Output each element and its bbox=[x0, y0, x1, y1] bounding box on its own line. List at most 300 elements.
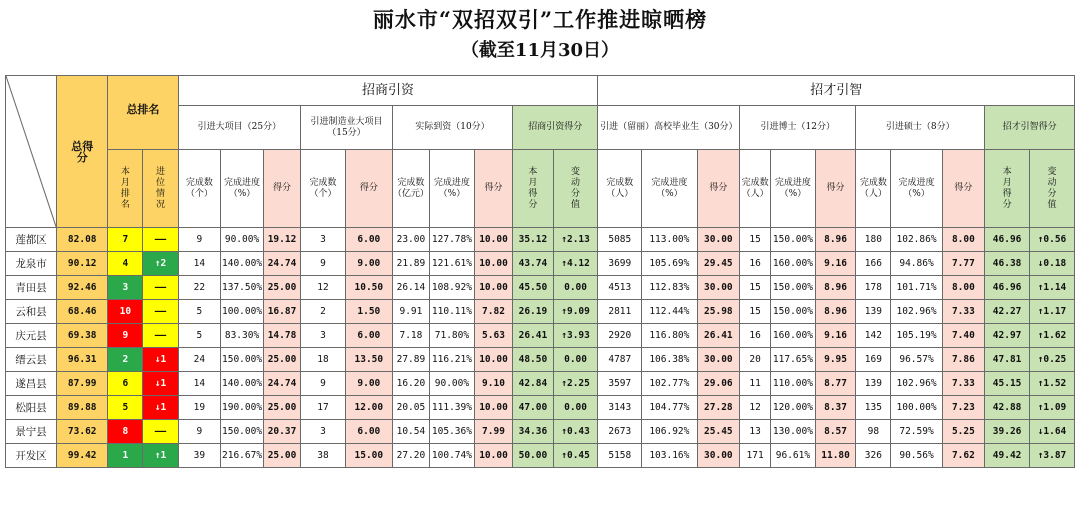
masters-score: 8.00 bbox=[942, 228, 985, 252]
actual-funds-done: 10.54 bbox=[392, 420, 429, 444]
talent-month-score: 46.96 bbox=[985, 276, 1030, 300]
actual-funds-done: 16.20 bbox=[392, 372, 429, 396]
header-total-rank: 总排名 bbox=[108, 76, 178, 150]
masters-pct: 96.57% bbox=[891, 348, 942, 372]
table-row bbox=[6, 228, 1075, 252]
month-rank: 10 bbox=[108, 300, 143, 324]
graduates-score: 30.00 bbox=[697, 348, 740, 372]
group-invest: 招商引资 bbox=[178, 76, 598, 106]
rank-progress: ↑2 bbox=[143, 252, 178, 276]
big-projects-done: 39 bbox=[178, 444, 221, 468]
header-done-person: 完成数（人） bbox=[598, 150, 642, 228]
manufacturing-done: 38 bbox=[301, 444, 346, 468]
masters-pct: 105.19% bbox=[891, 324, 942, 348]
masters-pct: 100.00% bbox=[891, 396, 942, 420]
big-projects-done: 14 bbox=[178, 372, 221, 396]
graduates-score: 30.00 bbox=[697, 444, 740, 468]
actual-funds-done: 9.91 bbox=[392, 300, 429, 324]
header-progress-pct: 完成进度（%） bbox=[771, 150, 816, 228]
total-score: 87.99 bbox=[57, 372, 108, 396]
header-rank-progress: 进位情况 bbox=[143, 150, 178, 228]
header-score: 得分 bbox=[345, 150, 392, 228]
graduates-pct: 113.00% bbox=[642, 228, 697, 252]
actual-funds-done: 20.05 bbox=[392, 396, 429, 420]
header-big-projects: 引进大项目（25分） bbox=[178, 106, 301, 150]
graduates-pct: 112.44% bbox=[642, 300, 697, 324]
table-row bbox=[6, 444, 1075, 468]
masters-pct: 102.86% bbox=[891, 228, 942, 252]
graduates-score: 27.28 bbox=[697, 396, 740, 420]
talent-month-score: 39.26 bbox=[985, 420, 1030, 444]
county-name: 开发区 bbox=[6, 444, 57, 468]
actual-funds-done: 21.89 bbox=[392, 252, 429, 276]
actual-funds-score: 10.00 bbox=[474, 444, 512, 468]
table-row bbox=[6, 372, 1075, 396]
invest-month-score: 34.36 bbox=[513, 420, 553, 444]
rank-progress: —— bbox=[143, 420, 178, 444]
doctors-score: 9.16 bbox=[815, 252, 855, 276]
talent-month-score: 46.96 bbox=[985, 228, 1030, 252]
county-name: 景宁县 bbox=[6, 420, 57, 444]
graduates-pct: 105.69% bbox=[642, 252, 697, 276]
masters-score: 7.33 bbox=[942, 372, 985, 396]
actual-funds-pct: 105.36% bbox=[430, 420, 475, 444]
manufacturing-score: 6.00 bbox=[345, 228, 392, 252]
invest-month-score: 42.84 bbox=[513, 372, 553, 396]
big-projects-pct: 216.67% bbox=[221, 444, 264, 468]
doctors-done: 13 bbox=[740, 420, 771, 444]
table-row bbox=[6, 396, 1075, 420]
actual-funds-done: 27.89 bbox=[392, 348, 429, 372]
doctors-score: 8.96 bbox=[815, 276, 855, 300]
talent-month-score: 47.81 bbox=[985, 348, 1030, 372]
doctors-pct: 130.00% bbox=[771, 420, 816, 444]
rank-progress: ↑1 bbox=[143, 444, 178, 468]
masters-score: 7.33 bbox=[942, 300, 985, 324]
graduates-done: 4513 bbox=[598, 276, 642, 300]
big-projects-score: 25.00 bbox=[263, 444, 300, 468]
header-doctors: 引进博士（12分） bbox=[740, 106, 856, 150]
table-body bbox=[6, 228, 1075, 468]
rank-progress: —— bbox=[143, 228, 178, 252]
manufacturing-score: 12.00 bbox=[345, 396, 392, 420]
doctors-done: 15 bbox=[740, 276, 771, 300]
big-projects-done: 5 bbox=[178, 300, 221, 324]
graduates-done: 4787 bbox=[598, 348, 642, 372]
doctors-pct: 120.00% bbox=[771, 396, 816, 420]
month-rank: 3 bbox=[108, 276, 143, 300]
doctors-score: 8.37 bbox=[815, 396, 855, 420]
masters-done: 166 bbox=[856, 252, 891, 276]
doctors-pct: 110.00% bbox=[771, 372, 816, 396]
graduates-pct: 116.80% bbox=[642, 324, 697, 348]
masters-score: 7.23 bbox=[942, 396, 985, 420]
rank-progress: —— bbox=[143, 300, 178, 324]
total-score: 90.12 bbox=[57, 252, 108, 276]
actual-funds-pct: 108.92% bbox=[430, 276, 475, 300]
header-done-yuan: 完成数（亿元） bbox=[392, 150, 429, 228]
masters-pct: 72.59% bbox=[891, 420, 942, 444]
manufacturing-score: 6.00 bbox=[345, 420, 392, 444]
manufacturing-done: 3 bbox=[301, 228, 346, 252]
manufacturing-done: 18 bbox=[301, 348, 346, 372]
big-projects-pct: 140.00% bbox=[221, 252, 264, 276]
doctors-score: 8.57 bbox=[815, 420, 855, 444]
masters-done: 139 bbox=[856, 300, 891, 324]
actual-funds-done: 23.00 bbox=[392, 228, 429, 252]
county-name: 松阳县 bbox=[6, 396, 57, 420]
big-projects-score: 25.00 bbox=[263, 396, 300, 420]
page-title: 丽水市“双招双引”工作推进晾晒榜 bbox=[372, 7, 708, 32]
county-name: 青田县 bbox=[6, 276, 57, 300]
actual-funds-done: 26.14 bbox=[392, 276, 429, 300]
big-projects-score: 25.00 bbox=[263, 348, 300, 372]
header-done-person: 完成数（人） bbox=[856, 150, 891, 228]
header-graduates: 引进（留丽）高校毕业生（30分） bbox=[598, 106, 740, 150]
graduates-pct: 106.38% bbox=[642, 348, 697, 372]
doctors-score: 9.95 bbox=[815, 348, 855, 372]
county-name: 庆元县 bbox=[6, 324, 57, 348]
graduates-done: 2673 bbox=[598, 420, 642, 444]
masters-done: 180 bbox=[856, 228, 891, 252]
county-name: 遂昌县 bbox=[6, 372, 57, 396]
header-manufacturing: 引进制造业大项目（15分） bbox=[301, 106, 393, 150]
manufacturing-done: 17 bbox=[301, 396, 346, 420]
header-progress-pct: 完成进度（%） bbox=[642, 150, 697, 228]
actual-funds-score: 5.63 bbox=[474, 324, 512, 348]
actual-funds-pct: 116.21% bbox=[430, 348, 475, 372]
doctors-score: 8.77 bbox=[815, 372, 855, 396]
talent-month-score: 42.27 bbox=[985, 300, 1030, 324]
invest-change: ↑9.09 bbox=[553, 300, 598, 324]
big-projects-score: 20.37 bbox=[263, 420, 300, 444]
big-projects-score: 25.00 bbox=[263, 276, 300, 300]
masters-done: 135 bbox=[856, 396, 891, 420]
doctors-done: 16 bbox=[740, 252, 771, 276]
big-projects-score: 24.74 bbox=[263, 372, 300, 396]
big-projects-score: 24.74 bbox=[263, 252, 300, 276]
talent-change: ↑1.62 bbox=[1029, 324, 1074, 348]
header-month-score: 本月得分 bbox=[985, 150, 1030, 228]
doctors-done: 11 bbox=[740, 372, 771, 396]
actual-funds-score: 10.00 bbox=[474, 348, 512, 372]
graduates-score: 25.45 bbox=[697, 420, 740, 444]
big-projects-pct: 190.00% bbox=[221, 396, 264, 420]
big-projects-done: 14 bbox=[178, 252, 221, 276]
invest-change: 0.00 bbox=[553, 276, 598, 300]
masters-done: 142 bbox=[856, 324, 891, 348]
header-done-person: 完成数（人） bbox=[740, 150, 771, 228]
table-row bbox=[6, 252, 1075, 276]
graduates-pct: 106.92% bbox=[642, 420, 697, 444]
talent-month-score: 42.97 bbox=[985, 324, 1030, 348]
header-total-score: 总得分 bbox=[57, 76, 108, 228]
doctors-done: 16 bbox=[740, 324, 771, 348]
talent-change: ↓1.64 bbox=[1029, 420, 1074, 444]
actual-funds-score: 10.00 bbox=[474, 396, 512, 420]
manufacturing-score: 15.00 bbox=[345, 444, 392, 468]
doctors-pct: 117.65% bbox=[771, 348, 816, 372]
actual-funds-score: 7.99 bbox=[474, 420, 512, 444]
table-row bbox=[6, 300, 1075, 324]
invest-month-score: 43.74 bbox=[513, 252, 553, 276]
invest-change: ↑0.43 bbox=[553, 420, 598, 444]
manufacturing-score: 1.50 bbox=[345, 300, 392, 324]
doctors-pct: 150.00% bbox=[771, 228, 816, 252]
masters-pct: 102.96% bbox=[891, 372, 942, 396]
graduates-done: 5085 bbox=[598, 228, 642, 252]
actual-funds-pct: 100.74% bbox=[430, 444, 475, 468]
talent-change: ↑1.52 bbox=[1029, 372, 1074, 396]
manufacturing-done: 2 bbox=[301, 300, 346, 324]
talent-month-score: 45.15 bbox=[985, 372, 1030, 396]
header-progress-pct: 完成进度（%） bbox=[221, 150, 264, 228]
doctors-pct: 150.00% bbox=[771, 300, 816, 324]
actual-funds-done: 27.20 bbox=[392, 444, 429, 468]
header-month-score: 本月得分 bbox=[513, 150, 553, 228]
invest-change: ↑4.12 bbox=[553, 252, 598, 276]
talent-change: ↓0.18 bbox=[1029, 252, 1074, 276]
doctors-done: 15 bbox=[740, 228, 771, 252]
talent-change: ↑1.17 bbox=[1029, 300, 1074, 324]
doctors-pct: 150.00% bbox=[771, 276, 816, 300]
actual-funds-score: 10.00 bbox=[474, 252, 512, 276]
manufacturing-score: 10.50 bbox=[345, 276, 392, 300]
header-score: 得分 bbox=[815, 150, 855, 228]
graduates-pct: 102.77% bbox=[642, 372, 697, 396]
masters-score: 7.62 bbox=[942, 444, 985, 468]
masters-done: 326 bbox=[856, 444, 891, 468]
masters-score: 5.25 bbox=[942, 420, 985, 444]
big-projects-pct: 140.00% bbox=[221, 372, 264, 396]
talent-change: ↑0.25 bbox=[1029, 348, 1074, 372]
graduates-score: 29.45 bbox=[697, 252, 740, 276]
actual-funds-pct: 71.80% bbox=[430, 324, 475, 348]
graduates-score: 30.00 bbox=[697, 276, 740, 300]
invest-change: ↑2.25 bbox=[553, 372, 598, 396]
masters-done: 139 bbox=[856, 372, 891, 396]
actual-funds-done: 7.18 bbox=[392, 324, 429, 348]
invest-month-score: 48.50 bbox=[513, 348, 553, 372]
actual-funds-score: 7.82 bbox=[474, 300, 512, 324]
month-rank: 9 bbox=[108, 324, 143, 348]
manufacturing-score: 6.00 bbox=[345, 324, 392, 348]
doctors-score: 9.16 bbox=[815, 324, 855, 348]
group-talent: 招才引智 bbox=[598, 76, 1075, 106]
total-score: 89.88 bbox=[57, 396, 108, 420]
actual-funds-score: 10.00 bbox=[474, 228, 512, 252]
doctors-pct: 160.00% bbox=[771, 252, 816, 276]
page-subtitle: （截至11月30日） bbox=[460, 40, 620, 61]
masters-done: 98 bbox=[856, 420, 891, 444]
invest-month-score: 26.41 bbox=[513, 324, 553, 348]
masters-pct: 101.71% bbox=[891, 276, 942, 300]
talent-change: ↑0.56 bbox=[1029, 228, 1074, 252]
header-actual-funds: 实际到资（10分） bbox=[392, 106, 512, 150]
month-rank: 2 bbox=[108, 348, 143, 372]
big-projects-done: 9 bbox=[178, 420, 221, 444]
talent-month-score: 42.88 bbox=[985, 396, 1030, 420]
total-score: 82.08 bbox=[57, 228, 108, 252]
big-projects-done: 22 bbox=[178, 276, 221, 300]
month-rank: 1 bbox=[108, 444, 143, 468]
manufacturing-score: 9.00 bbox=[345, 252, 392, 276]
header-done-count: 完成数（个） bbox=[301, 150, 346, 228]
graduates-score: 26.41 bbox=[697, 324, 740, 348]
big-projects-pct: 90.00% bbox=[221, 228, 264, 252]
invest-change: ↑2.13 bbox=[553, 228, 598, 252]
big-projects-score: 19.12 bbox=[263, 228, 300, 252]
table-row bbox=[6, 348, 1075, 372]
rank-progress: ↓1 bbox=[143, 348, 178, 372]
rank-progress: —— bbox=[143, 324, 178, 348]
big-projects-pct: 150.00% bbox=[221, 420, 264, 444]
talent-month-score: 46.38 bbox=[985, 252, 1030, 276]
doctors-score: 11.80 bbox=[815, 444, 855, 468]
corner-cell bbox=[6, 76, 57, 228]
header-this-month-rank: 本月排名 bbox=[108, 150, 143, 228]
graduates-pct: 103.16% bbox=[642, 444, 697, 468]
header-change: 变动分值 bbox=[1029, 150, 1074, 228]
manufacturing-done: 3 bbox=[301, 324, 346, 348]
actual-funds-score: 9.10 bbox=[474, 372, 512, 396]
invest-change: 0.00 bbox=[553, 396, 598, 420]
actual-funds-pct: 111.39% bbox=[430, 396, 475, 420]
total-score: 68.46 bbox=[57, 300, 108, 324]
invest-month-score: 50.00 bbox=[513, 444, 553, 468]
actual-funds-pct: 127.78% bbox=[430, 228, 475, 252]
month-rank: 5 bbox=[108, 396, 143, 420]
header-score: 得分 bbox=[263, 150, 300, 228]
county-name: 云和县 bbox=[6, 300, 57, 324]
doctors-done: 20 bbox=[740, 348, 771, 372]
table-row bbox=[6, 420, 1075, 444]
header-change: 变动分值 bbox=[553, 150, 598, 228]
masters-pct: 90.56% bbox=[891, 444, 942, 468]
graduates-pct: 112.83% bbox=[642, 276, 697, 300]
doctors-done: 12 bbox=[740, 396, 771, 420]
header-score: 得分 bbox=[697, 150, 740, 228]
masters-score: 7.86 bbox=[942, 348, 985, 372]
table-row bbox=[6, 276, 1075, 300]
actual-funds-pct: 121.61% bbox=[430, 252, 475, 276]
header-progress-pct: 完成进度（%） bbox=[891, 150, 942, 228]
masters-done: 178 bbox=[856, 276, 891, 300]
big-projects-score: 14.78 bbox=[263, 324, 300, 348]
masters-score: 7.77 bbox=[942, 252, 985, 276]
month-rank: 8 bbox=[108, 420, 143, 444]
corner-diagonal bbox=[6, 76, 56, 227]
doctors-score: 8.96 bbox=[815, 300, 855, 324]
graduates-done: 3143 bbox=[598, 396, 642, 420]
masters-pct: 94.86% bbox=[891, 252, 942, 276]
masters-pct: 102.96% bbox=[891, 300, 942, 324]
invest-change: ↑0.45 bbox=[553, 444, 598, 468]
month-rank: 6 bbox=[108, 372, 143, 396]
masters-done: 169 bbox=[856, 348, 891, 372]
header-progress-pct: 完成进度（%） bbox=[430, 150, 475, 228]
big-projects-score: 16.87 bbox=[263, 300, 300, 324]
ranking-table bbox=[5, 75, 1075, 468]
header-score: 得分 bbox=[942, 150, 985, 228]
actual-funds-pct: 110.11% bbox=[430, 300, 475, 324]
rank-progress: ↓1 bbox=[143, 396, 178, 420]
actual-funds-score: 10.00 bbox=[474, 276, 512, 300]
talent-change: ↑3.87 bbox=[1029, 444, 1074, 468]
graduates-done: 2811 bbox=[598, 300, 642, 324]
manufacturing-done: 3 bbox=[301, 420, 346, 444]
doctors-done: 15 bbox=[740, 300, 771, 324]
county-name: 莲都区 bbox=[6, 228, 57, 252]
invest-month-score: 45.50 bbox=[513, 276, 553, 300]
rank-progress: —— bbox=[143, 276, 178, 300]
graduates-score: 30.00 bbox=[697, 228, 740, 252]
doctors-pct: 160.00% bbox=[771, 324, 816, 348]
doctors-done: 171 bbox=[740, 444, 771, 468]
total-score: 73.62 bbox=[57, 420, 108, 444]
masters-score: 8.00 bbox=[942, 276, 985, 300]
graduates-pct: 104.77% bbox=[642, 396, 697, 420]
talent-month-score: 49.42 bbox=[985, 444, 1030, 468]
manufacturing-score: 9.00 bbox=[345, 372, 392, 396]
graduates-done: 3699 bbox=[598, 252, 642, 276]
talent-change: ↑1.14 bbox=[1029, 276, 1074, 300]
graduates-done: 5158 bbox=[598, 444, 642, 468]
table-row bbox=[6, 324, 1075, 348]
invest-month-score: 47.00 bbox=[513, 396, 553, 420]
graduates-score: 29.06 bbox=[697, 372, 740, 396]
big-projects-pct: 100.00% bbox=[221, 300, 264, 324]
invest-month-score: 35.12 bbox=[513, 228, 553, 252]
month-rank: 7 bbox=[108, 228, 143, 252]
county-name: 龙泉市 bbox=[6, 252, 57, 276]
actual-funds-pct: 90.00% bbox=[430, 372, 475, 396]
header-talent-score: 招才引智得分 bbox=[985, 106, 1075, 150]
invest-month-score: 26.19 bbox=[513, 300, 553, 324]
big-projects-pct: 150.00% bbox=[221, 348, 264, 372]
total-score: 69.38 bbox=[57, 324, 108, 348]
header-masters: 引进硕士（8分） bbox=[856, 106, 985, 150]
manufacturing-score: 13.50 bbox=[345, 348, 392, 372]
month-rank: 4 bbox=[108, 252, 143, 276]
big-projects-done: 5 bbox=[178, 324, 221, 348]
doctors-pct: 96.61% bbox=[771, 444, 816, 468]
manufacturing-done: 9 bbox=[301, 372, 346, 396]
county-name: 缙云县 bbox=[6, 348, 57, 372]
header-done-count: 完成数（个） bbox=[178, 150, 221, 228]
total-score: 96.31 bbox=[57, 348, 108, 372]
rank-progress: ↓1 bbox=[143, 372, 178, 396]
graduates-done: 2920 bbox=[598, 324, 642, 348]
talent-change: ↑1.09 bbox=[1029, 396, 1074, 420]
total-score: 99.42 bbox=[57, 444, 108, 468]
invest-change: ↑3.93 bbox=[553, 324, 598, 348]
big-projects-done: 19 bbox=[178, 396, 221, 420]
total-score: 92.46 bbox=[57, 276, 108, 300]
big-projects-done: 9 bbox=[178, 228, 221, 252]
header-invest-score: 招商引资得分 bbox=[513, 106, 598, 150]
masters-score: 7.40 bbox=[942, 324, 985, 348]
big-projects-done: 24 bbox=[178, 348, 221, 372]
manufacturing-done: 12 bbox=[301, 276, 346, 300]
big-projects-pct: 137.50% bbox=[221, 276, 264, 300]
manufacturing-done: 9 bbox=[301, 252, 346, 276]
doctors-score: 8.96 bbox=[815, 228, 855, 252]
header-score: 得分 bbox=[474, 150, 512, 228]
graduates-score: 25.98 bbox=[697, 300, 740, 324]
big-projects-pct: 83.30% bbox=[221, 324, 264, 348]
graduates-done: 3597 bbox=[598, 372, 642, 396]
